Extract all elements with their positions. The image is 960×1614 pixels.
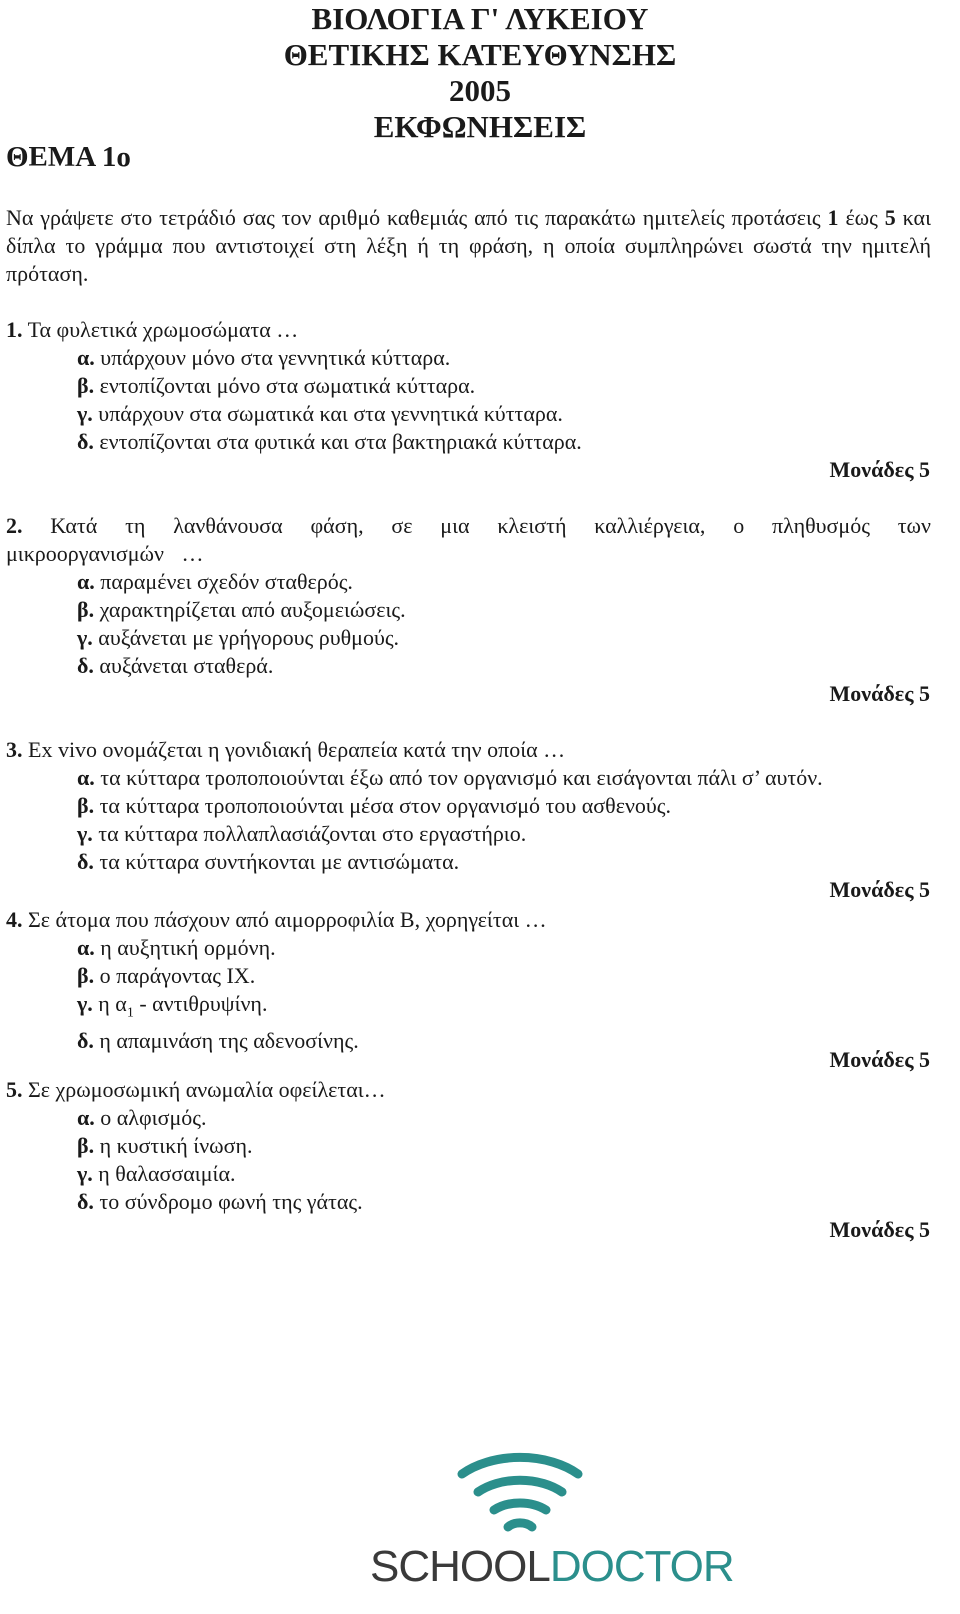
option-text: η θαλασσαιμία. xyxy=(92,1161,236,1186)
option-text: η κυστική ίνωση. xyxy=(94,1133,253,1158)
option-text: ο παράγοντας IX. xyxy=(94,963,256,988)
option-letter: α. xyxy=(77,345,95,370)
option-text: η α xyxy=(92,991,127,1016)
option-d xyxy=(77,848,931,876)
wifi-waves-icon xyxy=(370,1430,670,1540)
option-text: τα κύτταρα πολλαπλασιάζονται στο εργαστήριο. xyxy=(92,821,527,846)
option-b xyxy=(77,372,931,400)
option-c xyxy=(77,1160,931,1188)
option-letter: γ. xyxy=(77,991,93,1016)
option-a xyxy=(77,344,931,372)
option-letter: δ. xyxy=(77,653,94,678)
option-d xyxy=(77,652,931,680)
option-text: η αυξητική ορμόνη. xyxy=(94,935,276,960)
instructions-text: και δίπλα το γράμμα που αντιστοιχεί στη λέξη ή τη φράση, η οποία συμπληρώνει σωστά την ημιτελή πρόταση. xyxy=(6,205,931,286)
instructions-text: έως xyxy=(838,205,885,230)
option-text: χαρακτηρίζεται από αυξομειώσεις. xyxy=(94,597,406,622)
option-a xyxy=(77,764,931,792)
question-number: 5. xyxy=(6,1077,23,1102)
option-letter: α. xyxy=(77,765,95,790)
option-letter: γ. xyxy=(77,1161,93,1186)
header-year: 2005 xyxy=(449,73,511,108)
option-text: τα κύτταρα συντήκονται με αντισώματα. xyxy=(93,849,460,874)
option-letter: β. xyxy=(77,373,95,398)
subscript: 1 xyxy=(126,1005,134,1021)
option-d xyxy=(77,428,931,456)
option-letter: δ. xyxy=(77,429,94,454)
option-letter: α. xyxy=(77,1105,95,1130)
question-number: 2. xyxy=(6,513,23,538)
header-line-2: ΘΕΤΙΚΗΣ ΚΑΤΕΥΘΥΝΣΗΣ xyxy=(283,37,677,72)
question-2 xyxy=(6,512,931,680)
option-letter: γ. xyxy=(77,625,93,650)
option-text: ο αλφισμός. xyxy=(94,1105,207,1130)
option-letter: δ. xyxy=(77,1028,94,1054)
question-number: 3. xyxy=(6,737,23,762)
option-text: εντοπίζονται μόνο στα σωματικά κύτταρα. xyxy=(94,373,476,398)
option-text: υπάρχουν στα σωματικά και στα γεννητικά κύτταρα. xyxy=(92,401,563,426)
schooldoctor-logo xyxy=(370,1430,734,1610)
instructions xyxy=(6,204,931,288)
option-c xyxy=(77,624,931,652)
option-text: τα κύτταρα τροποποιούνται μέσα στον οργανισμό του ασθενούς. xyxy=(94,793,671,818)
question-stem: Τα φυλετικά χρωμοσώματα … xyxy=(22,317,299,342)
logo-wordmark xyxy=(370,1542,734,1592)
header-subtitle: ΕΚΦΩΝΗΣΕΙΣ xyxy=(373,109,587,144)
option-b xyxy=(77,792,931,820)
option-text: η απαμινάση της αδενοσίνης. xyxy=(93,1028,359,1054)
option-d xyxy=(77,1027,931,1055)
question-stem: Κατά τη λανθάνουσα φάση, σε μια κλειστή καλλιέργεια, ο πληθυσμός των μικροοργανισμών … xyxy=(6,513,931,566)
option-letter: δ. xyxy=(77,849,94,874)
option-text: αυξάνεται με γρήγορους ρυθμούς. xyxy=(92,625,400,650)
option-a xyxy=(77,934,931,962)
marks-label: Μονάδες 5 xyxy=(829,457,930,482)
option-text: εντοπίζονται στα φυτικά και στα βακτηριακά κύτταρα. xyxy=(93,429,582,454)
option-text: αυξάνεται σταθερά. xyxy=(93,653,274,678)
option-text: τα κύτταρα τροποποιούνται έξω από τον οργανισμό και εισάγονται πάλι σ’ αυτόν. xyxy=(94,765,823,790)
option-c xyxy=(77,990,931,1027)
question-stem: Σε άτομα που πάσχουν από αιμορροφιλία Β, χορηγείται … xyxy=(22,907,547,932)
question-number: 4. xyxy=(6,907,23,932)
option-b xyxy=(77,962,931,990)
option-letter: β. xyxy=(77,793,95,818)
logo-doctor-text: DOCTOR xyxy=(549,1542,734,1591)
option-text: παραμένει σχεδόν σταθερός. xyxy=(94,569,353,594)
instructions-text: Να γράψετε στο τετράδιό σας τον αριθμό καθεμιάς από τις παρακάτω ημιτελείς προτάσεις xyxy=(6,205,828,230)
option-letter: α. xyxy=(77,569,95,594)
logo-school-text: SCHOOL xyxy=(370,1542,550,1591)
option-letter: α. xyxy=(77,935,95,960)
option-b xyxy=(77,596,931,624)
option-d xyxy=(77,1188,931,1216)
option-c xyxy=(77,400,931,428)
question-1 xyxy=(6,316,931,456)
theme-label: ΘΕΜΑ 1ο xyxy=(6,141,131,173)
option-letter: β. xyxy=(77,1133,95,1158)
option-a xyxy=(77,1104,931,1132)
marks-label: Μονάδες 5 xyxy=(829,681,930,706)
option-text: το σύνδρομο φωνή της γάτας. xyxy=(93,1189,363,1214)
question-stem: Ex vivo ονομάζεται η γονιδιακή θεραπεία κατά την οποία … xyxy=(22,737,566,762)
marks-label: Μονάδες 5 xyxy=(829,1217,930,1242)
option-letter: β. xyxy=(77,963,95,988)
option-a xyxy=(77,568,931,596)
question-stem: Σε χρωμοσωμική ανωμαλία οφείλεται… xyxy=(22,1077,386,1102)
option-letter: δ. xyxy=(77,1189,94,1214)
option-c xyxy=(77,820,931,848)
option-text: - αντιθρυψίνη. xyxy=(133,991,268,1016)
marks-label: Μονάδες 5 xyxy=(829,877,930,902)
question-3 xyxy=(6,736,931,876)
option-text: υπάρχουν μόνο στα γεννητικά κύτταρα. xyxy=(94,345,451,370)
instructions-bold-5: 5 xyxy=(884,205,896,230)
marks-label: Μονάδες 5 xyxy=(829,1047,930,1072)
option-b xyxy=(77,1132,931,1160)
option-letter: γ. xyxy=(77,401,93,426)
instructions-bold-1: 1 xyxy=(827,205,839,230)
header-line-1: ΒΙΟΛΟΓΙΑ Γ' ΛΥΚΕΙΟΥ xyxy=(311,1,649,36)
option-letter: γ. xyxy=(77,821,93,846)
option-letter: β. xyxy=(77,597,95,622)
question-5 xyxy=(6,1076,931,1216)
question-number: 1. xyxy=(6,317,23,342)
question-4 xyxy=(6,906,931,1055)
